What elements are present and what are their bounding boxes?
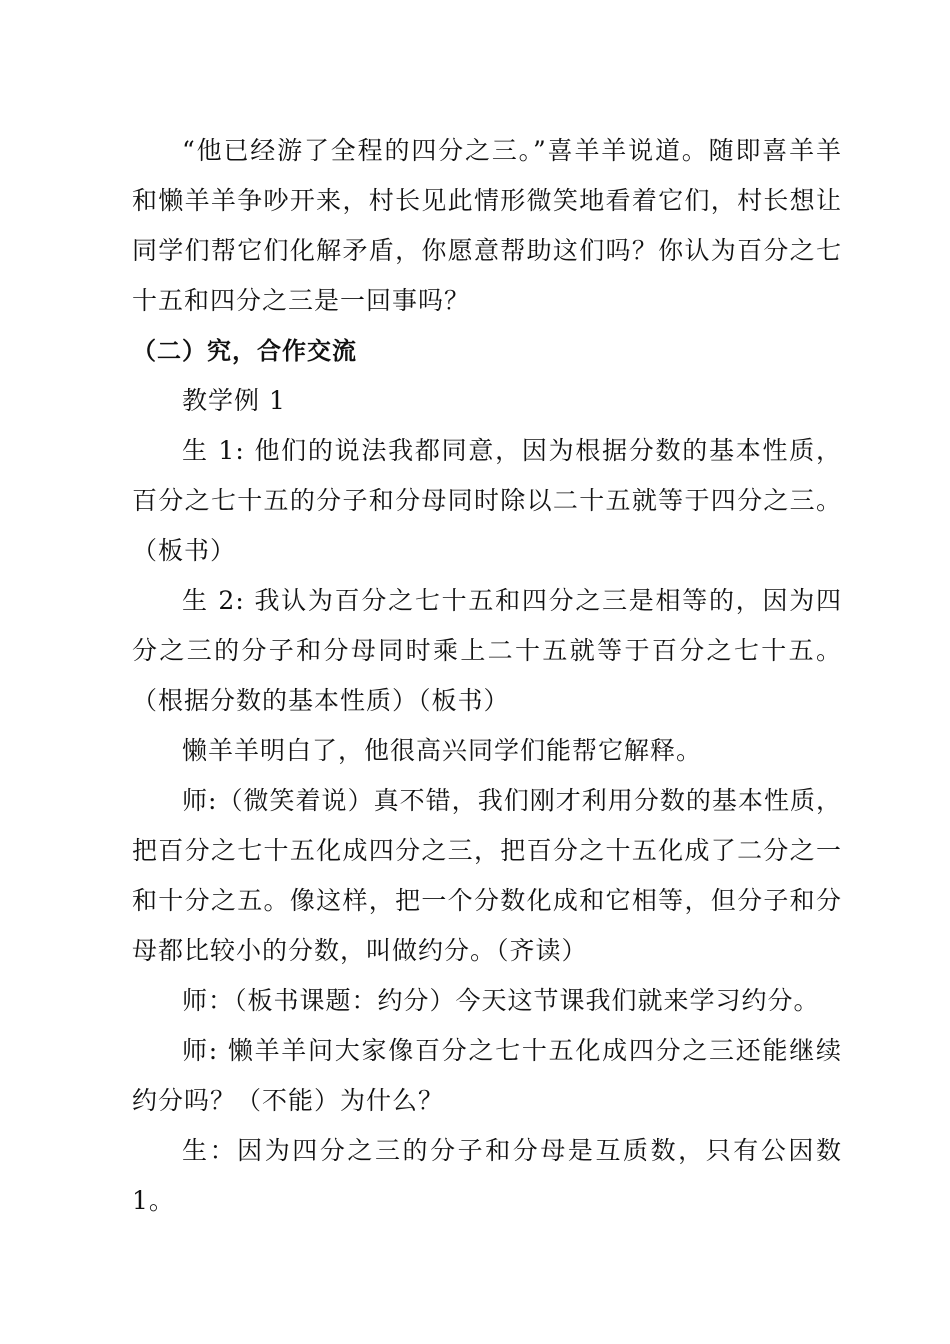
paragraph-student-1: 生 1: 他们的说法我都同意，因为根据分数的基本性质，百分之七十五的分子和分母同时除以二十五就等于四分之三。（板书） xyxy=(132,436,842,565)
paragraph-teacher-topic: 师：（板书课题：约分）今天这节课我们就来学习约分。 xyxy=(182,986,820,1015)
paragraph-intro: “他已经游了全程的四分之三。”喜羊羊说道。随即喜羊羊和懒羊羊争吵开来，村长见此情形微笑地看着它们，村长想让同学们帮它们化解矛盾，你愿意帮助这们吗？你认为百分之七十五和四分之三是一回事吗？ xyxy=(132,136,842,315)
document-body xyxy=(132,126,842,1226)
paragraph-teacher-question: 师: 懒羊羊问大家像百分之七十五化成四分之三还能继续约分吗？（不能）为什么？ xyxy=(132,1036,842,1115)
paragraph-example-title: 教学例 1 xyxy=(182,386,286,415)
section-heading: （二）究，合作交流 xyxy=(132,337,357,365)
paragraph-student-answer: 生：因为四分之三的分子和分母是互质数，只有公因数 1。 xyxy=(132,1136,842,1215)
paragraph-lanyangyang: 懒羊羊明白了，他很高兴同学们能帮它解释。 xyxy=(182,736,703,765)
paragraph-teacher-explain: 师:（微笑着说）真不错，我们刚才利用分数的基本性质，把百分之七十五化成四分之三，把百分之十五化成了二分之一和十分之五。像这样，把一个分数化成和它相等，但分子和分母都比较小的分数，叫做约分。（齐读） xyxy=(132,786,842,965)
paragraph-student-2: 生 2: 我认为百分之七十五和四分之三是相等的，因为四分之三的分子和分母同时乘上二十五就等于百分之七十五。（根据分数的基本性质）（板书） xyxy=(132,586,842,715)
